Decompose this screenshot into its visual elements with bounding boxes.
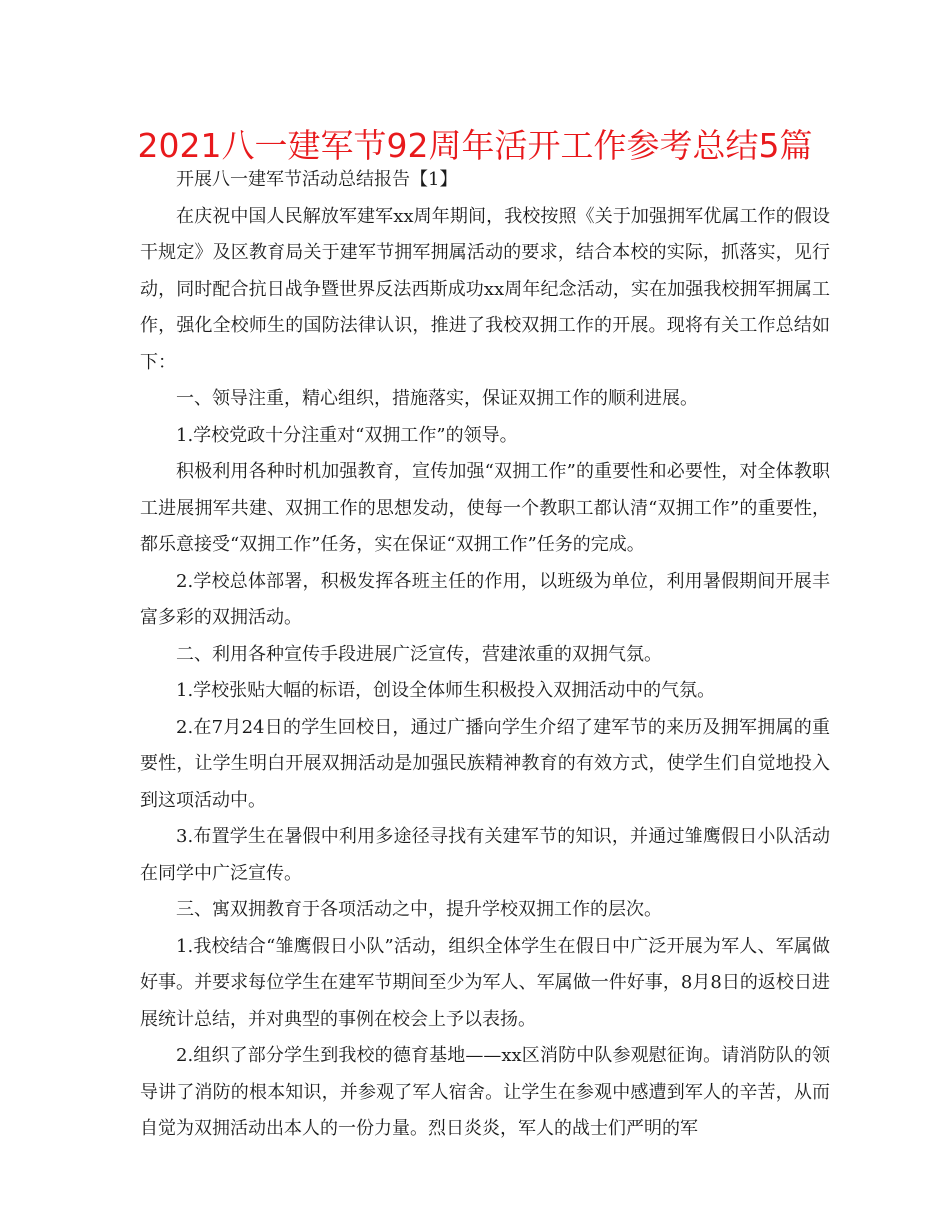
paragraph: 积极利用各种时机加强教育，宣传加强“双拥工作”的重要性和必要性，对全体教职工进展拥军共建、双拥工作的思想发动，使每一个教职工都认清“双拥工作”的重要性，都乐意接受“双拥工作”任务，实在保证“双拥工作”任务的完成。 (140, 461, 830, 555)
section-heading: 开展八一建军节活动总结报告【1】 (176, 169, 458, 190)
document-body (140, 162, 830, 1148)
paragraph: 2.在7月24日的学生回校日，通过广播向学生介绍了建军节的来历及拥军拥属的重要性，让学生明白开展双拥活动是加强民族精神教育的有效方式，使学生们自觉地投入到这项活动中。 (140, 716, 830, 811)
paragraph: 1.学校张贴大幅的标语，创设全体师生积极投入双拥活动中的气氛。 (176, 680, 716, 701)
paragraph: 2.学校总体部署，积极发挥各班主任的作用，以班级为单位，利用暑假期间开展丰富多彩的双拥活动。 (140, 570, 830, 628)
paragraph: 1.学校党政十分注重对“双拥工作”的领导。 (176, 424, 518, 446)
paragraph: 三、寓双拥教育于各项活动之中，提升学校双拥工作的层次。 (176, 899, 662, 920)
paragraph: 一、领导注重，精心组织，措施落实，保证双拥工作的顺利进展。 (176, 388, 698, 409)
paragraph: 3.布置学生在暑假中利用多途径寻找有关建军节的知识，并通过雏鹰假日小队活动在同学中广泛宣传。 (140, 826, 830, 884)
paragraph: 2.组织了部分学生到我校的德育基地——xx区消防中队参观慰征询。请消防队的领导讲了消防的根本知识，并参观了军人宿舍。让学生在参观中感遭到军人的辛苦，从而自觉为双拥活动出本人的一份力量。烈日炎炎，军人的战士们严明的军 (140, 1045, 830, 1139)
paragraph: 在庆祝中国人民解放军建军xx周年期间，我校按照《关于加强拥军优属工作的假设干规定》及区教育局关于建军节拥军拥属活动的要求，结合本校的实际，抓落实，见行动，同时配合抗日战争暨世界反法西斯成功xx周年纪念活动，实在加强我校拥军拥属工作，强化全校师生的国防法律认识，推进了我校双拥工作的开展。现将有关工作总结如下： (140, 205, 830, 373)
paragraph: 二、利用各种宣传手段进展广泛宣传，营建浓重的双拥气氛。 (176, 643, 662, 665)
paragraph: 1.我校结合“雏鹰假日小队”活动，组织全体学生在假日中广泛开展为军人、军属做好事。并要求每位学生在建军节期间至少为军人、军属做一件好事，8月8日的返校日进展统计总结，并对典型的事例在校会上予以表扬。 (140, 935, 830, 1030)
document-title: 2021八一建军节92周年活开工作参考总结5篇 (137, 126, 813, 165)
